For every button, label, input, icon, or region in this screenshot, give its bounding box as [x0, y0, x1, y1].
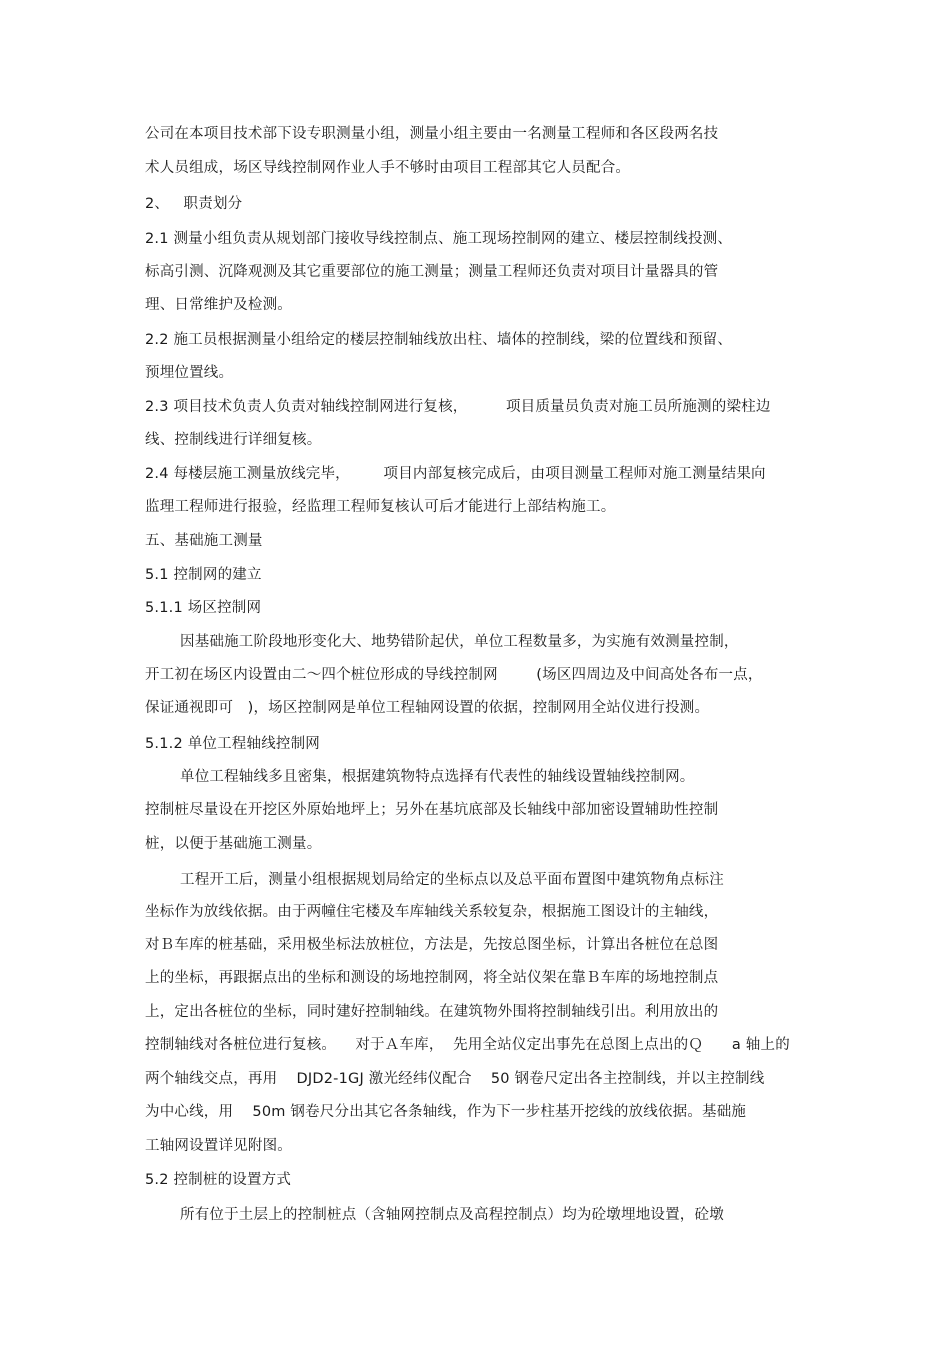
paragraph-line: 2.3 项目技术负责人负责对轴线控制网进行复核， 项目质量员负责对施工员所施测的梁柱边 — [145, 399, 771, 415]
paragraph-line: 上，定出各桩位的坐标，同时建好控制轴线。在建筑物外围将控制轴线引出。利用放出的 — [145, 1004, 719, 1020]
paragraph-line: 2.2 施工员根据测量小组给定的楼层控制轴线放出柱、墙体的控制线，梁的位置线和预留、 — [145, 332, 733, 348]
subsection-heading: 5.1.2 单位工程轴线控制网 — [145, 736, 321, 752]
paragraph-line: 因基础施工阶段地形变化大、地势错阶起伏，单位工程数量多，为实施有效测量控制， — [180, 634, 739, 650]
section-heading: 2、 职责划分 — [145, 196, 243, 212]
paragraph-line: 控制桩尽量设在开挖区外原始地坪上；另外在基坑底部及长轴线中部加密设置辅助性控制 — [145, 802, 719, 818]
paragraph-line: 控制轴线对各桩位进行复核。 对于Ａ车库， 先用全站仪定出事先在总图上点出的Ｑ a 轴上的 — [145, 1037, 790, 1053]
subsection-heading: 5.1.1 场区控制网 — [145, 600, 262, 616]
paragraph-line: 保证通视即可 )，场区控制网是单位工程轴网设置的依据，控制网用全站仪进行投测。 — [145, 700, 710, 716]
paragraph-line: 桩，以便于基础施工测量。 — [145, 836, 322, 852]
paragraph-line: 监理工程师进行报验，经监理工程师复核认可后才能进行上部结构施工。 — [145, 499, 616, 515]
subsection-heading: 5.2 控制桩的设置方式 — [145, 1172, 292, 1188]
paragraph-line: 理、日常维护及检测。 — [145, 297, 292, 313]
paragraph-line: 预埋位置线。 — [145, 365, 234, 381]
paragraph-line: 线、控制线进行详细复核。 — [145, 432, 322, 448]
paragraph-line: 工轴网设置详见附图。 — [145, 1138, 292, 1154]
subsection-heading: 5.1 控制网的建立 — [145, 567, 262, 583]
section-heading: 五、基础施工测量 — [145, 533, 263, 549]
paragraph-line: 为中心线，用 50m 钢卷尺分出其它各条轴线，作为下一步柱基开挖线的放线依据。基础施 — [145, 1104, 747, 1120]
paragraph-line: 工程开工后，测量小组根据规划局给定的坐标点以及总平面布置图中建筑物角点标注 — [180, 872, 724, 888]
paragraph-line: 两个轴线交点，再用 DJD2-1GJ 激光经纬仪配合 50 钢卷尺定出各主控制线，并以主控制线 — [145, 1071, 765, 1087]
paragraph-line: 公司在本项目技术部下设专职测量小组，测量小组主要由一名测量工程师和各区段两名技 — [145, 126, 719, 142]
paragraph-line: 2.4 每楼层施工测量放线完毕， 项目内部复核完成后，由项目测量工程师对施工测量结果向 — [145, 466, 766, 482]
paragraph-line: 2.1 测量小组负责从规划部门接收导线控制点、施工现场控制网的建立、楼层控制线投测、 — [145, 231, 733, 247]
paragraph-line: 单位工程轴线多且密集，根据建筑物特点选择有代表性的轴线设置轴线控制网。 — [180, 769, 695, 785]
paragraph-line: 术人员组成，场区导线控制网作业人手不够时由项目工程部其它人员配合。 — [145, 160, 631, 176]
paragraph-line: 标高引测、沉降观测及其它重要部位的施工测量；测量工程师还负责对项目计量器具的管 — [145, 264, 719, 280]
paragraph-line: 坐标作为放线依据。由于两幢住宅楼及车库轴线关系较复杂，根据施工图设计的主轴线， — [145, 904, 719, 920]
paragraph-line: 上的坐标，再跟据点出的坐标和测设的场地控制网，将全站仪架在靠Ｂ车库的场地控制点 — [145, 970, 719, 986]
paragraph-line: 对Ｂ车库的桩基础，采用极坐标法放桩位，方法是，先按总图坐标，计算出各桩位在总图 — [145, 937, 719, 953]
paragraph-line: 开工初在场区内设置由二～四个桩位形成的导线控制网 (场区四周边及中间高处各布一点， — [145, 667, 763, 683]
paragraph-line: 所有位于土层上的控制桩点（含轴网控制点及高程控制点）均为砼墩埋地设置，砼墩 — [180, 1207, 724, 1223]
